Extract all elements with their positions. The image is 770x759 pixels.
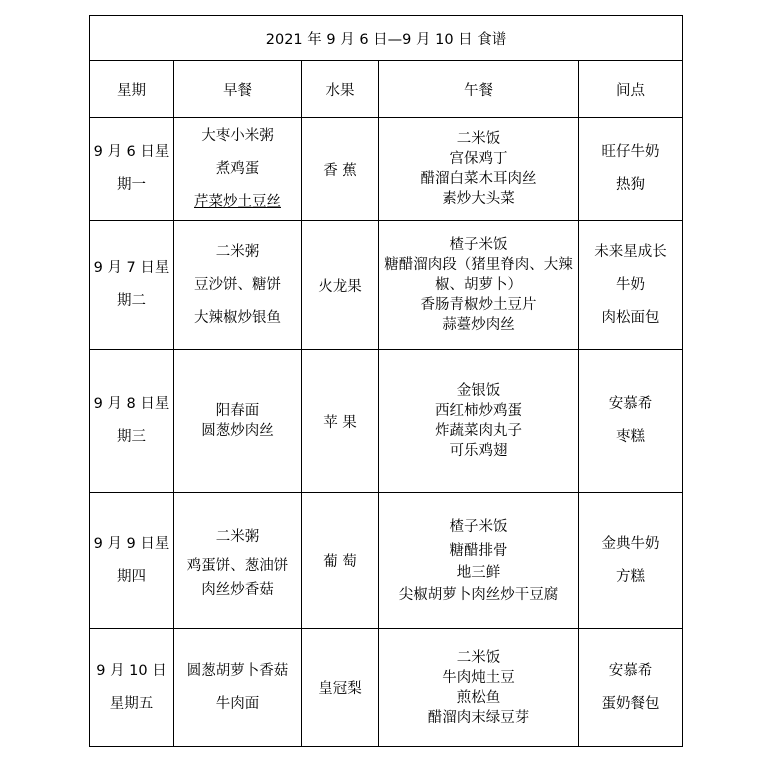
snack-cell xyxy=(579,350,683,493)
lunch-cell xyxy=(379,493,579,629)
day-text: 星期五 xyxy=(109,695,154,712)
day-cell xyxy=(90,629,174,747)
breakfast-cell xyxy=(174,629,302,747)
day-text: 期二 xyxy=(117,293,146,309)
snack-item: 牛奶 xyxy=(616,276,646,293)
day-cell xyxy=(90,221,174,350)
lunch-item: 尖椒胡萝卜肉丝炒干豆腐 xyxy=(398,586,559,603)
lunch-item: 糖醋溜肉段（猪里脊肉、大辣椒、胡萝卜） xyxy=(384,257,573,293)
lunch-item: 西红柿炒鸡蛋 xyxy=(435,403,522,419)
table-row xyxy=(90,493,683,629)
lunch-cell xyxy=(379,350,579,493)
breakfast-cell xyxy=(174,493,302,629)
breakfast-item: 牛肉面 xyxy=(215,695,260,712)
lunch-item: 二米饭 xyxy=(456,131,501,147)
day-text: 9 月 9 日星 xyxy=(93,535,170,552)
breakfast-item: 鸡蛋饼、葱油饼 xyxy=(186,557,289,574)
breakfast-item: 圆葱炒肉丝 xyxy=(201,423,274,439)
snack-cell xyxy=(579,493,683,629)
lunch-cell xyxy=(379,221,579,350)
fruit-cell: 葡 萄 xyxy=(302,493,379,629)
breakfast-item: 煮鸡蛋 xyxy=(215,160,260,177)
day-cell xyxy=(90,350,174,493)
lunch-item: 楂子米饭 xyxy=(449,518,508,535)
table-title: 2021 年 9 月 6 日—9 月 10 日 食谱 xyxy=(90,16,683,61)
snack-item: 旺仔牛奶 xyxy=(601,144,660,160)
snack-item: 未来星成长 xyxy=(594,243,667,260)
table-row xyxy=(90,118,683,221)
fruit-cell: 皇冠梨 xyxy=(302,629,379,747)
snack-item: 肉松面包 xyxy=(601,309,660,326)
header-lunch: 午餐 xyxy=(379,61,579,118)
snack-item: 枣糕 xyxy=(616,429,646,445)
header-fruit: 水果 xyxy=(302,61,379,118)
day-text: 9 月 7 日星 xyxy=(93,260,170,276)
breakfast-cell xyxy=(174,350,302,493)
lunch-item: 二米饭 xyxy=(456,649,501,666)
snack-item: 安慕希 xyxy=(608,662,653,679)
lunch-item: 蒜薹炒肉丝 xyxy=(442,317,515,333)
lunch-cell xyxy=(379,118,579,221)
snack-cell xyxy=(579,221,683,350)
day-text: 期一 xyxy=(117,177,146,193)
breakfast-item: 芹菜炒土豆丝 xyxy=(194,193,281,210)
breakfast-item: 二米粥 xyxy=(215,528,260,545)
table-row xyxy=(90,221,683,350)
breakfast-cell xyxy=(174,118,302,221)
header-day: 星期 xyxy=(90,61,174,118)
header-row xyxy=(90,61,683,118)
day-text: 9 月 8 日星 xyxy=(93,396,170,412)
lunch-item: 金银饭 xyxy=(456,383,501,399)
lunch-item: 醋溜白菜木耳肉丝 xyxy=(420,171,537,187)
fruit-cell: 苹 果 xyxy=(302,350,379,493)
snack-cell xyxy=(579,629,683,747)
breakfast-item: 大辣椒炒银鱼 xyxy=(194,309,281,326)
breakfast-item: 圆葱胡萝卜香菇 xyxy=(186,662,289,679)
table-row xyxy=(90,629,683,747)
lunch-item: 楂子米饭 xyxy=(449,237,508,253)
fruit-cell: 火龙果 xyxy=(302,221,379,350)
table-row xyxy=(90,350,683,493)
lunch-item: 地三鲜 xyxy=(456,564,501,581)
snack-item: 热狗 xyxy=(616,177,646,193)
lunch-item: 宫保鸡丁 xyxy=(449,151,508,167)
header-breakfast: 早餐 xyxy=(174,61,302,118)
snack-cell xyxy=(579,118,683,221)
breakfast-item: 二米粥 xyxy=(215,243,260,260)
lunch-cell xyxy=(379,629,579,747)
day-cell xyxy=(90,493,174,629)
day-text: 9 月 6 日星 xyxy=(93,144,170,160)
snack-item: 金典牛奶 xyxy=(601,535,660,552)
snack-item: 安慕希 xyxy=(608,396,653,412)
fruit-cell: 香 蕉 xyxy=(302,118,379,221)
lunch-item: 香肠青椒炒土豆片 xyxy=(420,297,537,313)
snack-item: 方糕 xyxy=(616,568,646,585)
breakfast-item: 阳春面 xyxy=(215,403,260,419)
day-text: 9 月 10 日 xyxy=(96,662,167,679)
breakfast-item: 肉丝炒香菇 xyxy=(201,581,274,598)
lunch-item: 可乐鸡翅 xyxy=(449,443,508,459)
lunch-item: 糖醋排骨 xyxy=(449,542,508,559)
day-text: 期三 xyxy=(117,429,146,445)
day-text: 期四 xyxy=(117,568,146,585)
lunch-item: 炸蔬菜肉丸子 xyxy=(435,423,522,439)
header-snack: 间点 xyxy=(579,61,683,118)
snack-item: 蛋奶餐包 xyxy=(601,695,660,712)
menu-table xyxy=(89,15,683,747)
breakfast-item: 豆沙饼、糖饼 xyxy=(194,276,281,293)
lunch-item: 煎松鱼 xyxy=(456,689,501,706)
lunch-item: 醋溜肉末绿豆芽 xyxy=(427,709,530,726)
lunch-item: 素炒大头菜 xyxy=(442,191,515,207)
breakfast-cell xyxy=(174,221,302,350)
lunch-item: 牛肉炖土豆 xyxy=(442,669,515,686)
breakfast-item: 大枣小米粥 xyxy=(201,127,274,144)
day-cell xyxy=(90,118,174,221)
